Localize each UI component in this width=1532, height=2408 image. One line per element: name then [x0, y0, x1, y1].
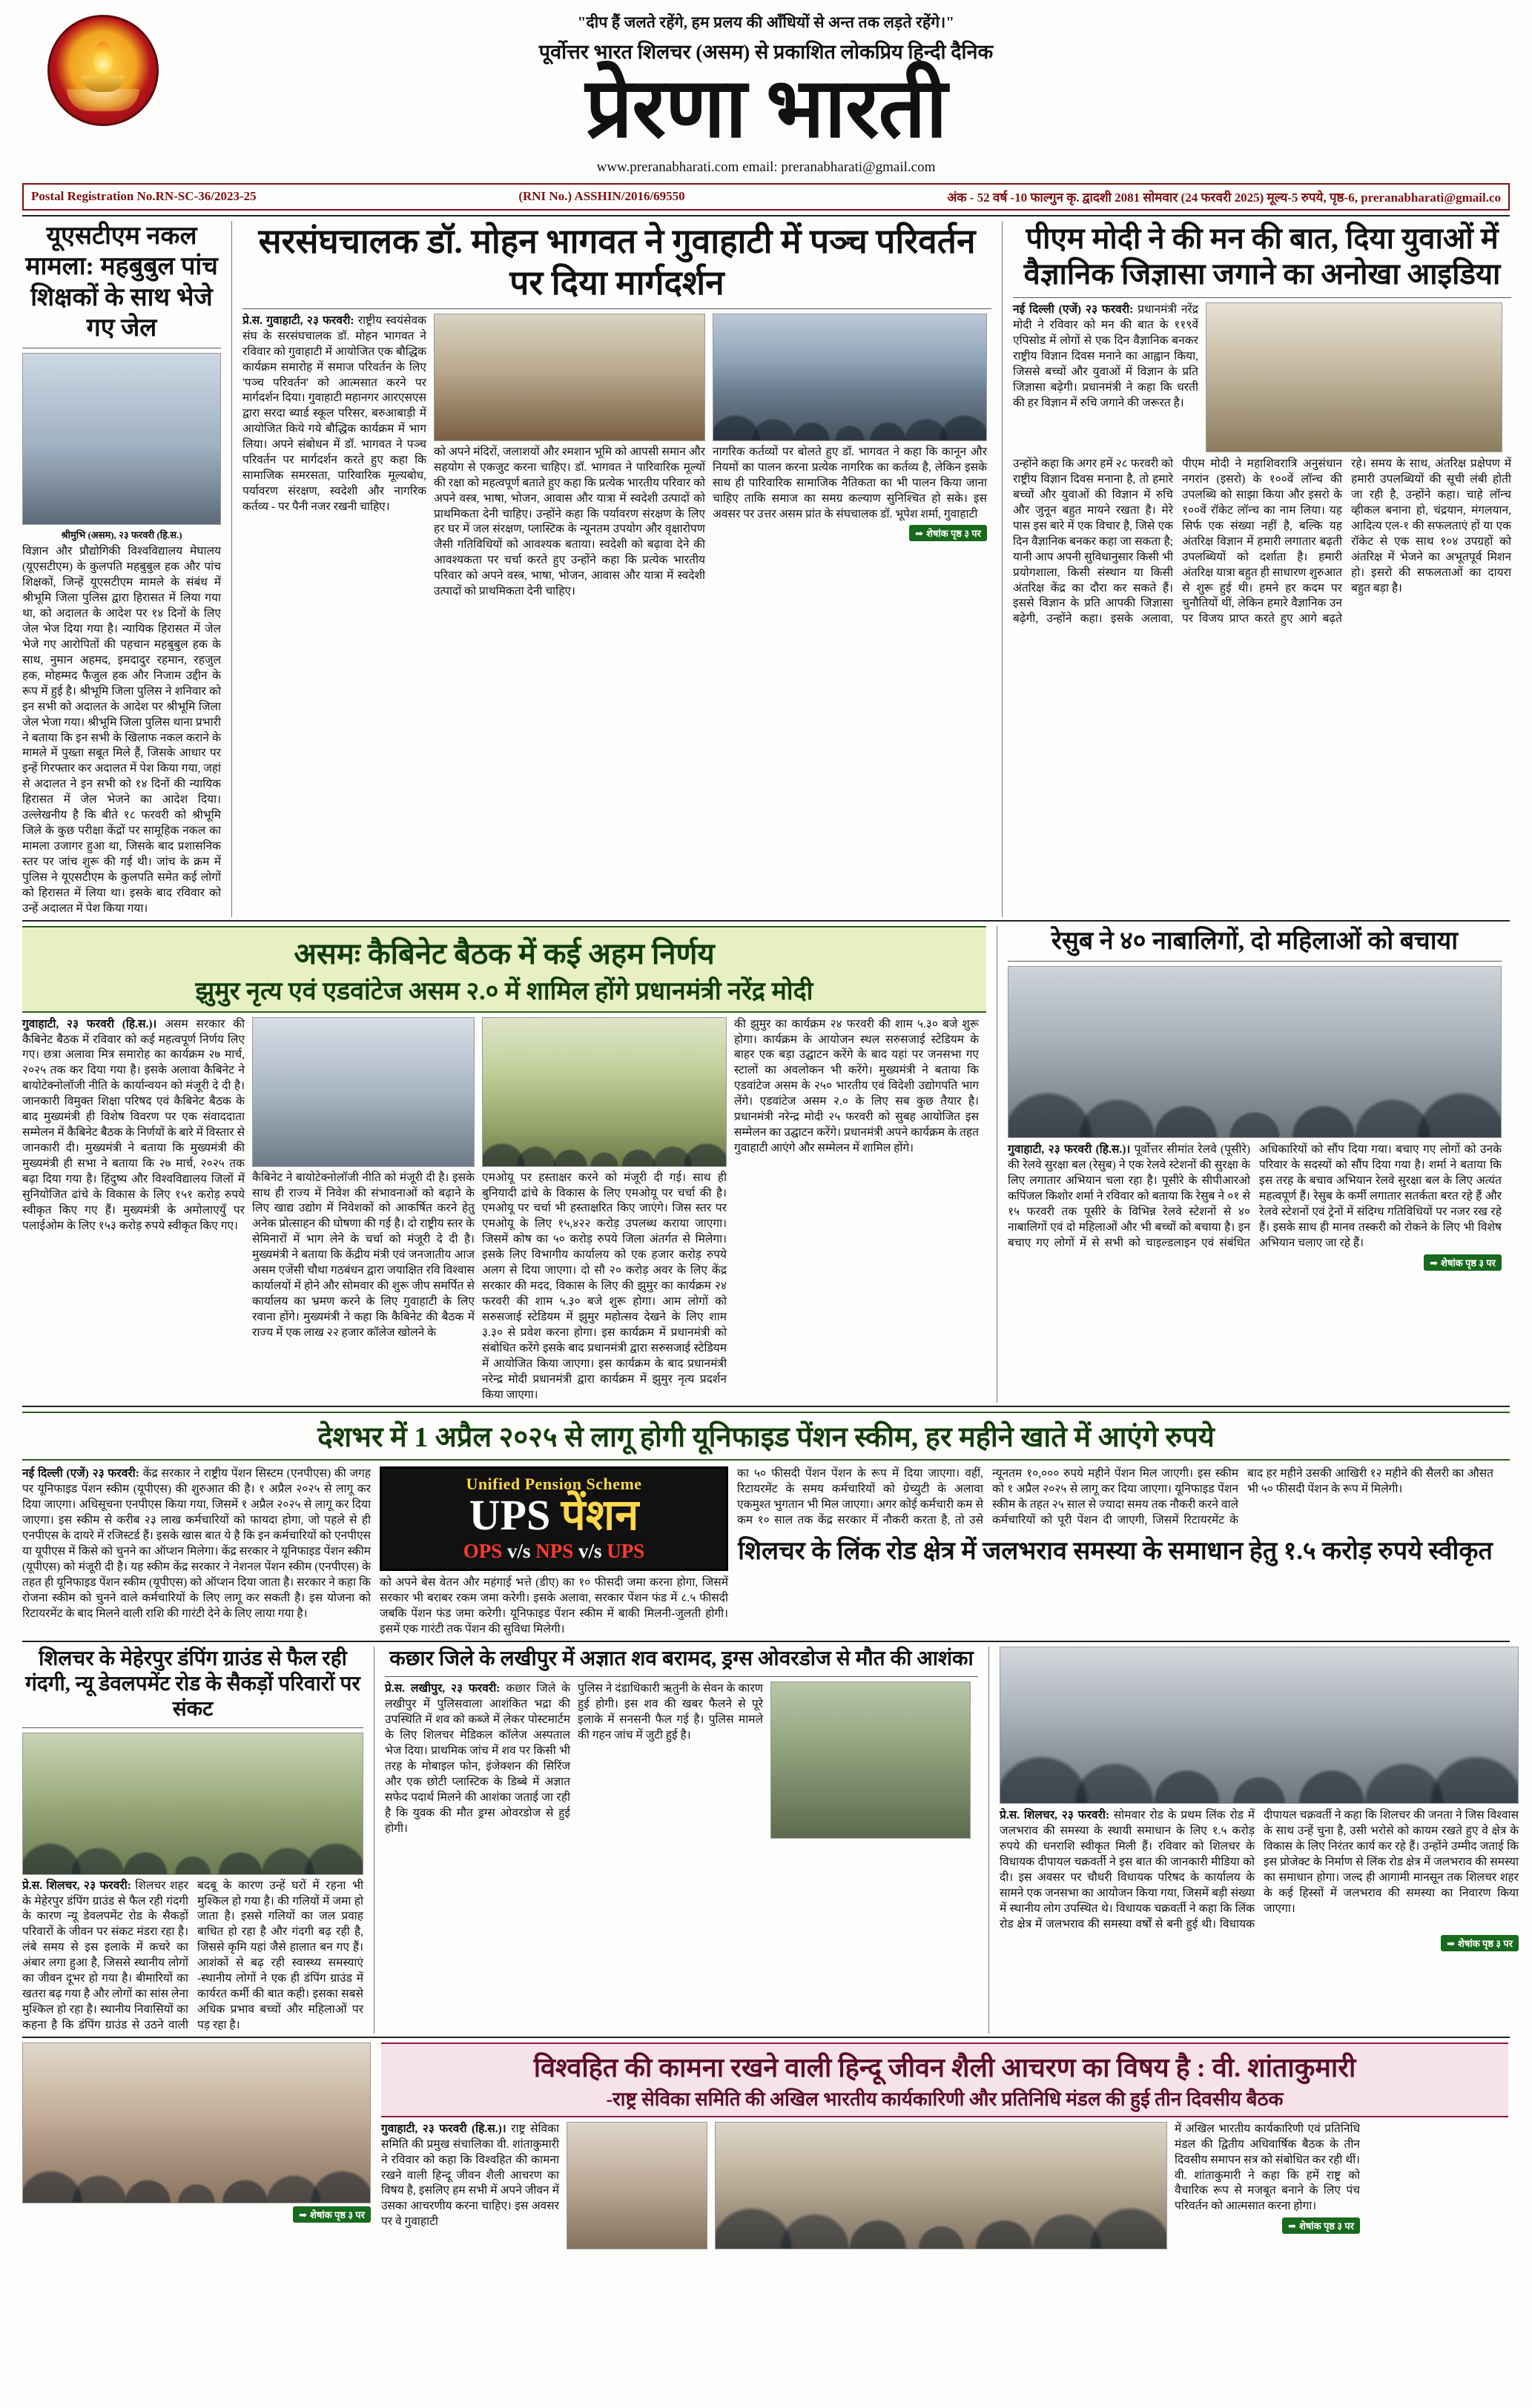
ups-box-vs2: v/s — [578, 1540, 602, 1563]
hindu-col2: में अखिल भारतीय कार्यकारिणी एवं प्रतिनिधि मंडल की द्वितीय अधिवार्षिक बैठक के तीन दिवसीय समापन सत्र को संबोधित कर रही थीं। वी. शांताकुमारी ने कहा कि हमें राष्ट्र को वैचारिक रूप से मजबूत बनाने के लिए पंच परिवर्तन को आत्मसात करना होगा। — [1175, 2122, 1360, 2213]
masthead — [22, 0, 1510, 183]
rni-number: (RNI No.) ASSHIN/2016/69550 — [518, 189, 685, 204]
ustm-headline: यूएसटीएम नकल मामला: महबुबुल पांच शिक्षकों के साथ भेजे गए जेल — [25, 222, 218, 342]
ups-col2: को अपने बेस वेतन और महंगाई भत्ते (डीए) का १० फीसदी जमा करना होगा, जिसमें सरकार भी बराबर रकम जमा करेगी। इसके अलावा, सरकार पेंशन फंड में ८.५ फीसदी जबकि पेंशन फंड जमा करेगी। यूनिफाइड पेंशन स्कीम में बाकी मिलनी-जुलती होगी। इसमें एक गारंटी तक पेंशन की सुविधा मिलेगी। — [380, 1576, 728, 1636]
bodyfound-photo — [770, 1681, 971, 1839]
ustm-body: विज्ञान और प्रौद्योगिकी विश्वविद्यालय मेघालय (यूएसटीएम) के कुलपति महबुबुल हक और पांच शिक्षकों, जिन्हें यूएसटीएम मामले के संबंध में श्रीभूमि जिला पुलिस द्वारा हिरासत में लिया गया था, को अदालत के आदेश पर १४ दिनों के लिए जेल भेज दिया गया है। न्यायिक हिरासत में जेल भेजे गए आरोपितों की पहचान महबुबुल हक के साथ, नुमान अहमद, इमदादुर रहमान, रहजुल हक, मोहम्मद फैजुल हक और निजाम उद्दीन के रूप में हुई है। श्रीभूमि जिला पुलिस ने शनिवार को इन सभी को अदालत के आदेश पर श्रीभूमि जिला जेल भेजा गया। श्रीभूमि जिला पुलिस थाना प्रभारी ने बताया कि इन सभी के खिलाफ नकल कराने के मामले में पुख्ता सबूत मिले हैं, जिसके आधार पर इन्हें गिरफ्तार कर अदालत में पेश किया गया, जहां से अदालत ने इन सभी को १४ दिनों की न्यायिक हिरासत में जेल भेजने का आदेश दिया। उल्लेखनीय है कि बीते १८ फरवरी को श्रीभूमि जिले के कुछ परीक्षा केंद्रों पर सामूहिक नकल का मामला उजागर हुआ था, जिसके बाद प्रशासनिक स्तर पर जांच शुरू की गई थी। जांच के क्रम में पुलिस ने यूएसटीएम के कुलपति समेत कई लोगों को हिरासत में लिया था। इसके बाद रविवार को उन्हें अदालत में पेश किया गया। — [22, 545, 221, 915]
article-cabinet — [22, 926, 986, 1403]
linkroad-dateline: प्रे.स. शिलचर, २३ फरवरी: — [1000, 1809, 1110, 1822]
ups-box-ups: UPS — [469, 1491, 551, 1540]
ups-sectionhead: देशभर में 1 अप्रैल २०२५ से लागू होगी यूनिफाइड पेंशन स्कीम, हर महीने खाते में आएंगे रुपये — [22, 1412, 1510, 1461]
linkroad-col1: सोमवार रोड के प्रथम लिंक रोड में जलभराव की समस्या के स्थायी समाधान के लिए १.५ करोड़ रुपये की धनराशि स्वीकृत मिली हैं। रविवार को शिलचर के विधायक दीपायल चक्रवर्ती ने इस बात की जानकारी मीडिया को दी। इस अवसर पर चौधरी विधायक परिषद के कार्यालय के सामने एक जनसभा का आयोजन किया गया, जिसमें बड़ी संख्या में स्थानीय लोग उपस्थित थे। — [1000, 1809, 1255, 1915]
ustm-photo — [22, 353, 221, 525]
ups-col1: केंद्र सरकार ने राष्ट्रीय पेंशन सिस्टम (एनपीएस) की जगह पर यूनिफाइड पेंशन स्कीम (यूपीएस) की शुरुआत की है। १ अप्रैल २०२५ से लागू कर दिया जाएगा। अधिसूचना एनपीएस किया गया, जिसमें १ अप्रैल २०२५ से लागू कर दिया जाएगा। इस स्कीम से करीब २३ लाख कर्मचारियों को फायदा होगा, जो पहले से ही एनपीएस के दायरे में रजिस्टर्ड हैं। इसके खास बात ये है कि इन कर्मचारियों को एनपीएस या यूपीएस में किसे को चुनने का ऑप्शन मिलेगा। केंद्र सरकार ने यूनिफाइड पेंशन स्कीम (यूपीएस) को मंजूरी दी है। यह स्कीम केंद्र सरकार ने नेशनल पेंशन स्कीम (एनपीएस) के तहत ही यूनिफाइड पेंशन स्कीम (यूपीएस) को ऑप्शन दिया जाता है। सरकार ने कहा कि रोजना स्कीम को चुनने वाले कर्मचारियों के लिए लागू कर सकती है। इस योजना को रिटायरमेंट के बाद मिलने वाली राशि की गारंटी देने के लिए लाया गया है। — [22, 1467, 372, 1620]
second-section — [22, 926, 1510, 1403]
cabinet-photo-jhumur — [482, 1017, 727, 1167]
masthead-tagline: "दीप हैं जलते रहेंगे, हम प्रलय की आँधियों से अन्त तक लड़ते रहेंगे।" — [577, 13, 955, 31]
hindu-band — [381, 2042, 1508, 2117]
modi-col1: प्रधानमंत्री नरेंद्र मोदी ने रविवार को मन की बात के ११९वें एपिसोड में लोगों से एक दिन वैज्ञानिक बनकर राष्ट्रीय विज्ञान दिवस मनाने का आह्वान किया, जिससे बच्चों और युवाओं में विज्ञान के प्रति जिज्ञासा बढ़ेगी। प्रधानमंत्री ने कहा कि धरती की हर विज्ञान में रुचि जगाने की जरूरत है। — [1013, 303, 1199, 409]
ups-promo-box — [380, 1466, 728, 1571]
ups-box-ops: OPS — [463, 1540, 503, 1563]
linkroad-photo — [1000, 1647, 1519, 1804]
article-resub — [1008, 926, 1502, 1271]
bottom-section — [22, 2042, 1510, 2249]
dumping-col1: शिलचर शहर के मेहेरपुर डंपिंग ग्राउंड से फैल रही गंदगी के कारण न्यू डेवलपमेंट रोड के सैकड़ों परिवारों के जीवन पर संकट मंडरा रहा है। लंबे समय से इस इलाके में कचरे का अंबार लगा हुआ है, जिससे स्थानीय लोगों का जीवन दूभर हो गया है। बीमारियों का खतरा बढ़ गया है और लोगों का सांस लेना मुश्किल हो रहा है। स्थानीय निवासियों का कहना है कि डंपिंग ग्राउंड से उठने वाली बदबू के कारण उन्हें घरों में रहना भी मुश्किल हो गया है। — [22, 1879, 363, 2031]
cabinet-band — [22, 926, 986, 1013]
continue-badge-linkroad[interactable]: ➡ शेषांक पृष्ठ ३ पर — [1441, 1935, 1519, 1951]
cabinet-band-line2: झुमुर नृत्य एवं एडवांटेज असम २.० में शामिल होंगे प्रधानमंत्री नरेंद्र मोदी — [195, 977, 813, 1005]
article-linkroad — [1000, 1647, 1519, 1951]
article-modi — [1013, 221, 1511, 628]
hindu-band-line2: -राष्ट्र सेविका समिति की अखिल भारतीय कार्यकारिणी और प्रतिनिधि मंडल की हुई तीन दिवसीय बैठक — [606, 2088, 1284, 2110]
resub-dateline: गुवाहाटी, २३ फरवरी (हि.स.)। — [1008, 1143, 1131, 1157]
cabinet-col3: एमओयू पर हस्ताक्षर करने को मंजूरी दी गई। साथ ही बुनियादी ढांचे के विकास के लिए एमओयू पर चर्चा की है। एमओयू पर चर्चा भी हस्ताक्षरित किए जाएंगे। जिस स्तर पर एमओयू के लिए १५,४२२ करोड़ उपलब्ध कराया जाएगा। जिसमें कोष का ५० करोड़ रुपये जिला अंतर्गत से मिलेगा। इसके लिए विभागीय कार्यालय को एक हजार करोड़ रुपये अलग से दिया जाएगा। दो सौ २० करोड़ अवर के लिए केंद्र सरकार की मदद, विकास के लिए की झुमुर का कार्यक्रम २४ फरवरी की शाम ५.३० बजे शुरू होगा। आम लोगों को सरुसजाई स्टेडियम में झुमुर महोत्सव देखने के लिए शाम ३.३० से प्रवेश करना होगा। इस कार्यक्रम में प्रधानमंत्री को संबोधित करेंगे इसके बाद प्रधानमंत्री द्वारा सरुसजाई स्टेडियम में आयोजित किया जाएगा। इस कार्यक्रम के बाद प्रधानमंत्री नरेन्द्र मोदी प्रधानमंत्री द्वारा कार्यक्रम में झुमुर नृत्य प्रदर्शन किया जाएगा। — [482, 1171, 727, 1401]
bhagwat-col1: राष्ट्रीय स्वयंसेवक संघ के सरसंघचालक डॉ. मोहन भागवत ने रविवार को गुवाहाटी में आयोजित एक बौद्धिक कार्यक्रम समारोह में समाज परिवर्तन के लिए 'पञ्च परिवर्तन' को आत्मसात करने पर मार्गदर्शन दिया। गुवाहाटी महानगर आरएसएस द्वारा सरदा ब्यार्ड स्कूल परिसर, बरुआबाड़ी में आयोजित किये गये बौद्धिक कार्यक्रम में भाग लिया। अपने संबोधन में डॉ. भागवत ने पञ्च परिवर्तन पर मार्गदर्शन करते हुए कहा कि सामाजिक समरसता, पारिवारिक मूल्यबोध, पर्यावरण संरक्षण, स्वदेशी और नागरिक कर्तव्य - पर पैनी नजर रखनी चाहिए। — [242, 314, 427, 513]
bhagwat-col2: को अपने मंदिरों, जलाशयों और श्मशान भूमि को आपसी समान और सहयोग से एकजुट करना चाहिए। डॉ. भागवत ने पारिवारिक मूल्यों की रक्षा को महत्वपूर्ण बताते हुए कहा कि प्रत्येक भारतीय परिवार को अपने वस्त्र, भाषा, भोजन, आवास और यात्रा में स्वदेशी उत्पादों को प्राथमिकता देनी चाहिए। उन्होंने कहा कि पर्यावरण संरक्षण के लिए हर घर में जल संरक्षण, प्लास्टिक के न्यूनतम उपयोग और वृक्षारोपण जैसी गतिविधियों को आवश्यक बताया। स्वदेशी को बढ़ावा देने की आवश्यकता पर चर्चा करते हुए उन्होंने कहा कि प्रत्येक भारतीय परिवार को अपने वस्त्र, भाषा, भोजन, आवास और यात्रा में स्वदेशी उत्पादों को प्राथमिकता देनी चाहिए। — [434, 445, 705, 598]
continue-badge-dumping[interactable]: ➡ शेषांक पृष्ठ ३ पर — [293, 2206, 371, 2223]
masthead-title: प्रेरणा भारती — [585, 63, 947, 155]
article-hindu — [381, 2042, 1508, 2249]
postal-registration: Postal Registration No.RN-SC-36/2023-25 — [31, 189, 257, 204]
article-body-found — [385, 1647, 978, 1839]
cabinet-photo-cm — [252, 1017, 475, 1167]
continue-badge-hindu[interactable]: ➡ शेषांक पृष्ठ ३ पर — [1282, 2217, 1360, 2234]
cabinet-col1: असम सरकार की कैबिनेट बैठक में रविवार को कई महत्वपूर्ण निर्णय लिए गए। छत्रा अलावा मित्र समारोह का कार्यक्रम २७ मार्च, २०२५ तक कर दिया गया है। इसके अलावा कैबिनेट ने बायोटेक्नोलॉजी नीति के कार्यान्वयन को मंजूरी दे दी है। जानकारी विमुक्त शिक्षा परिषद एवं कैबिनेट बैठक के बाद मुख्यमंत्री ही विशेष विवरण पर एक संवाददाता सम्मेलन में कैबिनेट बैठक के निर्णयों के बारे में विस्तार से जानकारी दी। मुख्यमंत्री ने बताया कि मुख्यमंत्री की मुख्यमंत्री ही सभा ने बताया कि २७ मार्च, २०२५ तक बढ़ा दिया गया है। हिंदुष्य और विश्वविद्यालय जिलों में सुनियोजित ढांचे के विकास के लिए १५१ करोड़ रुपये स्वीकृत किए गए हैं। मुख्यमंत्री के अमोलाएयुँ पर पलाईओम के लिए १५३ करोड़ रुपये स्वीकृत किए गए। — [22, 1017, 245, 1232]
continue-badge-resub[interactable]: ➡ शेषांक पृष्ठ ३ पर — [1424, 1254, 1502, 1271]
hindu-band-line1: विश्वहित की कामना रखने वाली हिन्दू जीवन शैली आचरण का विषय है : वी. शांताकुमारी — [533, 2052, 1356, 2083]
bhagwat-photo-stage — [434, 314, 705, 441]
ups-box-ups2: UPS — [607, 1540, 645, 1563]
article-ups — [22, 1412, 1510, 1638]
issue-info: अंक - 52 वर्ष -10 फाल्गुन कृ. द्वादशी 2081 सोमवार (24 फरवरी 2025) मूल्य-5 रुपये, पृष्ठ-6, preranabharati@gmail.co — [947, 190, 1501, 205]
newspaper-logo-icon — [47, 15, 159, 126]
arrow-icon: ➡ — [1430, 1257, 1439, 1268]
arrow-icon: ➡ — [299, 2209, 308, 2220]
continue-badge-bhagwat[interactable]: ➡ शेषांक पृष्ठ ३ पर — [909, 525, 987, 541]
ustm-photo-caption: श्रीमुभि (असम), २३ फरवरी (हि.स.) — [61, 529, 182, 541]
resub-headline: रेसुब ने ४० नाबालिगों, दो महिलाओं को बचाया — [1051, 927, 1459, 955]
modi-dateline: नई दिल्ली (एजें) २३ फरवरी: — [1013, 303, 1134, 317]
bhagwat-dateline: प्रे.स. गुवाहाटी, २३ फरवरी: — [242, 314, 354, 327]
masthead-subtagline: पूर्वोत्तर भारत शिलचर (असम) से प्रकाशित लोकप्रिय हिन्दी दैनिक — [538, 41, 994, 63]
bhagwat-photo-crowd — [713, 314, 987, 441]
dumping-col2: की गलियों में जमा हो जाता है। इससे गलियों का जल प्रवाह बाधित हो रहा है और गंदगी बढ़ रही है, जिससे कृमि यहां जैसे हालात बन गए हैं। आशंकों से बढ़ रही स्वास्थ्य समस्याएं -स्थानीय लोगों ने एक ही डंपिंग ग्राउंड में कार्यरत कर्मी की बात कही। इसका सबसे अधिक प्रभाव बच्चों और महिलाओं पर पड़ रहा है। — [197, 1894, 363, 2031]
cabinet-band-line1: असमः कैबिनेट बैठक में कई अहम निर्णय — [294, 936, 715, 970]
bhagwat-headline: सरसंघचालक डॉ. मोहन भागवत ने गुवाहाटी में पञ्च परिवर्तन पर दिया मार्गदर्शन — [258, 222, 976, 302]
cabinet-col2: कैबिनेट ने बायोटेक्नोलॉजी नीति को मंजूरी दी है। इसके साथ ही राज्य में निवेश की संभावनाओं को बढ़ाने के लिए खाद्य उद्योग में निवेशकों को आकर्षित करने हेतु अनेक प्रोत्साहन की घोषणा की गई है। दो राष्ट्रीय स्तर के सेमिनारों में भाग लेने के चर्चा को मंजूरी दे दी है। मुख्यमंत्री ने बताया कि केंद्रीय मंत्री एवं जनजातीय आज असम एजेंसी चौथा गठबंधन द्वारा जयाक्षित रवि विश्वास कार्यालयों में होने और सोमवार की शुरू जीप समर्पित से कार्यालय का भ्रमण करने के लिए गुवाहाटी के लिए रवाना होंगे। मुख्यमंत्री ने कहा कि कैबिनेट की बैठक में राज्य में एक लाख २२ हजार कॉलेज खोलने के — [252, 1171, 475, 1339]
third-section — [22, 1647, 1519, 2034]
dumping-dateline: प्रे.स. शिलचर, २३ फरवरी: — [22, 1879, 131, 1892]
article-dumping — [22, 1647, 363, 2034]
article-ustm — [22, 221, 221, 917]
modi-photo — [1206, 302, 1502, 452]
cabinet-dateline: गुवाहाटी, २३ फरवरी (हि.स.)। — [22, 1017, 157, 1031]
ups-box-nps: NPS — [535, 1540, 574, 1563]
article-bhagwat — [242, 221, 991, 600]
top-section — [22, 221, 1510, 917]
arrow-icon: ➡ — [1447, 1938, 1456, 1950]
linkroad-headline: शिलचर के लिंक रोड क्षेत्र में जलभराव समस्या के समाधान हेतु १.५ करोड़ रुपये स्वीकृत — [738, 1538, 1493, 1566]
bodyfound-headline: कछार जिले के लखीपुर में अज्ञात शव बरामद, ड्रग्स ओवरडोज से मौत की आशंका — [389, 1647, 974, 1671]
arrow-icon: ➡ — [915, 528, 924, 540]
ups-box-title: Unified Pension Scheme — [466, 1475, 642, 1494]
ups-col3: का ५० फीसदी पेंशन पेंशन के रूप में दिया जाएगा। वहीं, रिटायरमेंट के समय कर्मचारियों को ग्रेच्युटी के अलावा एकमुश्त भुगतान भी मिल जाएगा। अगर कोई कर्मचारी कम से कम १० साल तक केंद्र सरकार में नौकरी करता है, तो उसे न्यूनतम १०,००० रुपये महीने पेंशन मिल जाएगी। इस स्कीम को १ अप्रैल २०२५ से लागू कर दिया जाएगा। यूनिफाइड पेंशन स्कीम के तहत २५ साल से ज्यादा समय तक नौकरी करने वाले कर्मचारियों को पूरी पेंशन दी जाएगी, जिसमें रिटायरमेंट के बाद हर महीने उसकी आखिरी १२ महीने की सैलरी का औसत भी ५० फीसदी पेंशन के रूप में मिलेगी। — [737, 1467, 1493, 1527]
resub-body: पूर्वोत्तर सीमांत रेलवे (पूसीरे) की रेलवे सुरक्षा बल (रेसुब) ने एक रेलवे स्टेशनों की सुरक्षा के लिए लगातार अभियान चला रहा है। पूसीरे के सीपीआरओ कपिंजल किशोर शर्मा ने रविवार को बताया कि रेसुब ने ०१ से १५ फरवरी तक पूसीरे के विभिन्न रेलवे स्टेशनों से ४० नाबालिगों एवं दो महिलाओं और भी बच्चों को बचाया है। इन बचाए गए लोगों में से सभी को चाइल्डलाइन एवं संबंधित अधिकारियों को सौंप दिया गया। बचाए गए लोगों को उनके परिवार के सदस्यों को सौंप दिया गया है। शर्मा ने बताया कि इस तरह के बचाव अभियान रेलवे सुरक्षा बल के लिए अत्यंत महत्वपूर्ण हैं। रेसुब के कर्मी लगातार सतर्कता बरत रहे हैं और रेलवे स्टेशनों एवं ट्रेनों में संदिग्ध गतिविधियों पर नजर रख रहे हैं। इसके साथ ही मानव तस्करी को रोकने के लिए भी विशेष अभियान चलाए जा रहे हैं। — [1008, 1143, 1502, 1249]
registration-bar — [22, 183, 1510, 211]
ups-dateline: नई दिल्ली (एजें) २३ फरवरी: — [22, 1467, 139, 1481]
modi-col2: उन्होंने कहा कि अगर हमें २८ फरवरी को राष्ट्रीय विज्ञान दिवस मनाना है, तो हमारे बच्चों और युवाओं की विज्ञान में रुचि और जुनून बहुत मायने रखता है। मेरे पास इस बारे में एक विचार है, जिसे एक दिन वैज्ञानिक बनकर कहा जा सकता है; यानी आप अपनी सुविधानुसार किसी भी प्रयोगशाला, किसी संस्थान या किसी अंतरिक्ष केंद्र का दौरा कर सकते हैं। इससे विज्ञान के प्रति आपकी जिज्ञासा बढ़ेगी, उन्होंने कहा। इसके अलावा, पीएम मोदी ने महाशिवरात्रि अनुसंधान नगरांन (इसरो) के १००वें लॉन्च की उपलब्धि को साझा किया और इसरो के १००वें रॉकेट लॉन्च का नाम लिया। यह सिर्फ एक संख्या नहीं है, बल्कि यह अंतरिक्ष विज्ञान में हमारी लगातार बढ़ती उपलब्धियों को दर्शाता है। हमारी अंतरिक्ष यात्रा बहुत ही साधारण शुरुआत से शुरू हुई थी। हमने हर कदम पर चुनौतियों थीं, लेकिन हमारे वैज्ञानिक उन पर विजय प्राप्त करते हुए आगे बढ़ते रहे। समय के साथ, अंतरिक्ष प्रक्षेपण में हमारी उपलब्धियों की सूची लंबी होती जा रही है, उन्होंने कहा। चाहे लॉन्च व्हीकल बनाना हो, चंद्रयान, मंगलयान, आदित्य एल-१ की सफलताएं हों या एक रॉकेट से एक साथ १०४ उपग्रहों को अंतरिक्ष में भेजने का अभूतपूर्व मिशन हो। इसरो की सफलताओं का दायरा बहुत बड़ा है। — [1013, 457, 1511, 626]
bodyfound-col1: कछार जिले के लखीपुर में पुलिसवाला आशंकित भद्रा की उपस्थिति में शव को कब्जे में लेकर पोस्टमार्टम के लिए शिलचर मेडिकल कॉलेज अस्पताल भेज दिया। प्राथमिक जांच में शव पर किसी भी तरह के मोबाइल फोन, इंजेक्शन की सिरिंज और एक छोटी प्लास्टिक के डिब्बे में अज्ञात सफेद पदार्थ मिलने की आशंका जताई जा रही है कि युवक की मौत ड्रग्स ओवरडोज से हुई होगी। — [385, 1682, 570, 1835]
bodyfound-col2: पुलिस ने दंडाधिकारी ऋतुनी के सेवन के कारण हुई होगी। इस शव की खबर फैलने से पूरे इलाके में सनसनी फैल गई है। पुलिस मामले की गहन जांच में जुटी हुई है। — [578, 1682, 763, 1742]
ups-box-vs1: v/s — [506, 1540, 531, 1563]
hindu-dateline: गुवाहाटी, २३ फरवरी (हि.स.)। — [381, 2122, 506, 2135]
linkroad-col2: विधायक चक्रवर्ती ने कहा कि लिंक रोड क्षेत्र में जलभराव की समस्या वर्षों से बनी हुई थी। विधायक दीपायल चक्रवर्ती ने कहा कि शिलचर की जनता ने जिस विश्वास के साथ उन्हें चुना है, उसी भरोसे को कायम रखते हुए वे क्षेत्र के विकास के लिए निरंतर कार्य कर रहे हैं। उन्होंने उम्मीद जताई कि इस प्रोजेक्ट के निर्माण से लिंक रोड क्षेत्र में जलभराव की समस्या का समाधान होगा। जल्द ही आगामी मानसून तक शिलचर शहर के कई हिस्सों में जलभराव की समस्या का निवारण किया जाएगा। — [1000, 1809, 1519, 1931]
masthead-website[interactable]: www.preranabharati.com email: preranabharati@gmail.com — [596, 159, 936, 175]
dumping-photo-2 — [22, 2042, 371, 2203]
cabinet-col4: की झुमुर का कार्यक्रम २४ फरवरी की शाम ५.३० बजे शुरू होगा। कार्यक्रम के आयोजन स्थल सरुसजाई स्टेडियम के बाहर एक बड़ा उद्घाटन करेंगे के बाद यहां पर जनसभा गए स्टालों का अवलोकन भी करेंगे। मुख्यमंत्री ने बताया कि एडवांटेज असम के २५० भारतीय एवं विदेशी उद्योगपति भाग लेंगे। एडवांटेज असम २.० के लिए सब कुछ तैयार है। प्रधानमंत्री नरेन्द्र मोदी २५ फरवरी को सुबह आयोजित इस सम्मेलन का उद्घाटन करेंगे। प्रधानमंत्री अपने कार्यक्रम के तहत गुवाहाटी आएंगे और सम्मेलन में शामिल होंगे। — [734, 1017, 979, 1154]
hindu-col1: राष्ट्र सेविका समिति की प्रमुख संचालिका वी. शांताकुमारी ने रविवार को कहा कि विश्वहित की कामना रखने वाली हिन्दू जीवन शैली आचरण का विषय है, इसलिए हम सभी में अपने जीवन में उसका आचरणीय करना चाहिए। इस अवसर पर वे गुवाहाटी — [381, 2122, 560, 2229]
modi-headline: पीएम मोदी ने की मन की बात, दिया युवाओं में वैज्ञानिक जिज्ञासा जगाने का अनोखा आइडिया — [1023, 221, 1501, 291]
bhagwat-col3: नागरिक कर्तव्यों पर बोलते हुए डॉ. भागवत ने कहा कि कानून और नियमों का पालन करना प्रत्येक नागरिक का कर्तव्य है, लेकिन इसके साथ ही पारिवारिक सामाजिक नैतिकता का भी पालन किया जाना चाहिए ताकि समाज का समग्र कल्याण सुनिश्चित हो सके। इस अवसर पर उत्तर असम प्रांत के संघचालक डॉ. भूपेश शर्मा, गुवाहाटी — [713, 445, 987, 520]
hindu-photo-speaker — [567, 2122, 707, 2249]
arrow-icon: ➡ — [1288, 2220, 1297, 2232]
resub-photo — [1008, 966, 1502, 1138]
bodyfound-dateline: प्रे.स. लखीपुर, २३ फरवरी: — [385, 1682, 501, 1696]
dumping-headline: शिलचर के मेहेरपुर डंपिंग ग्राउंड से फैल रही गंदगी, न्यू डेवलपमेंट रोड के सैकड़ों परिवारों पर संकट — [25, 1647, 360, 1721]
divider — [22, 215, 1510, 216]
dumping-photo — [22, 1733, 363, 1875]
ups-box-pension: पेंशन — [561, 1491, 639, 1540]
hindu-photo-meeting — [715, 2122, 1167, 2249]
